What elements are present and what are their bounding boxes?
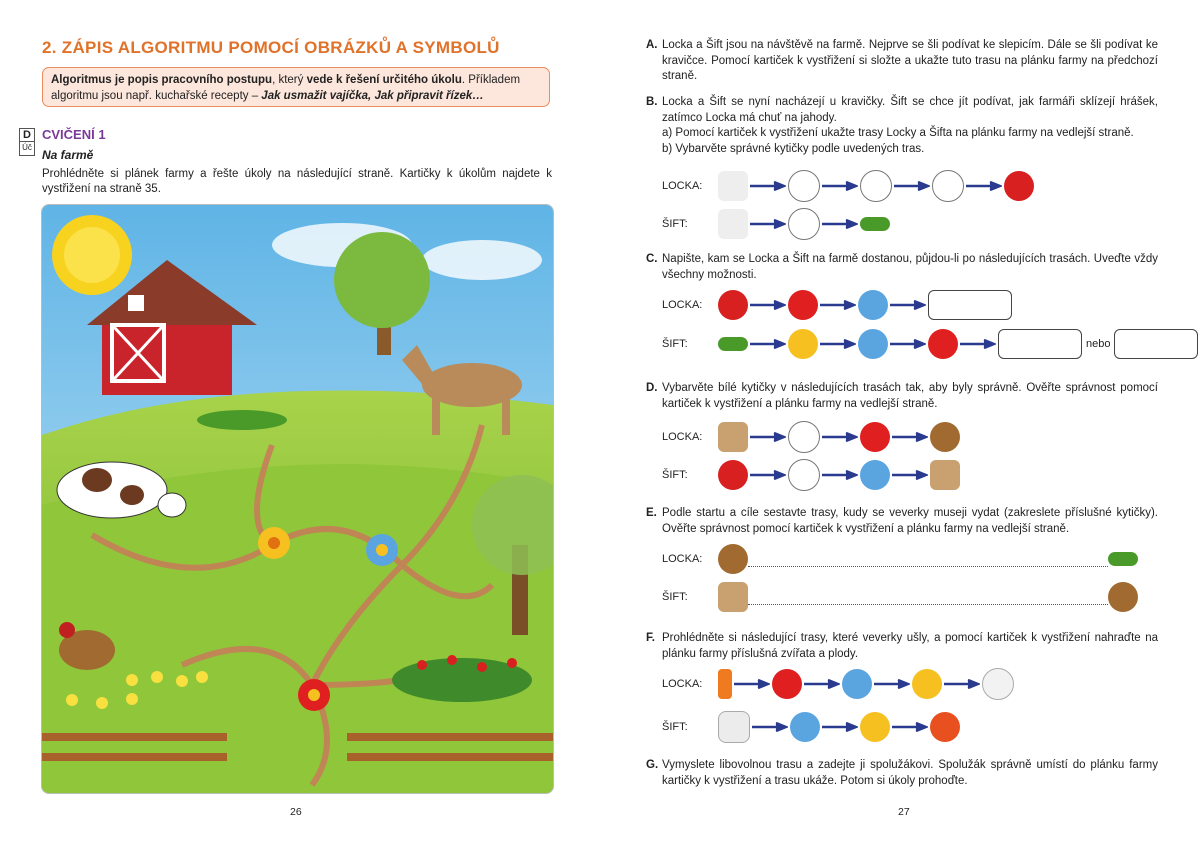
answer-box[interactable] [998,329,1082,359]
definition-box [42,67,550,107]
peas-icon [197,410,287,430]
route-row [662,289,1012,321]
arrow-icon [874,679,910,689]
red-flower-icon [788,290,818,320]
task-c [646,252,1158,283]
task-e [646,506,1158,537]
row-label: ŠIFT: [662,721,688,733]
task-letter: D. [646,382,658,394]
arrow-icon [822,181,858,191]
hen-icon [718,544,748,574]
strawberry-icon [718,290,748,320]
horse-icon [718,422,748,452]
row-label: ŠIFT: [662,469,688,481]
task-text: Locka a Šift jsou na návštěvě na farmě. Nejprve se šli podívat ke slepicím. Dále se šli podívat ke kravičce. Pomocí kartiček k vystřižení si složte a ukažte tuto trasu na plánku farmy na předchozí straně. [662,39,1158,82]
difficulty-badge [19,128,35,156]
blue-flower-icon [790,712,820,742]
route-row [662,170,1034,202]
task-letter: B. [646,96,658,108]
arrow-icon [892,470,928,480]
arrow-icon [822,432,858,442]
task-text: Vymyslete libovolnou trasu a zadejte ji spolužákovi. Spolužák správně umístí do plánku farmy kartičky k vystřižení a trasu ukáže. Potom si úkoly prohoďte. [662,759,1158,787]
row-label: LOCKA: [662,180,703,192]
arrow-icon [750,181,786,191]
arrow-icon [820,300,856,310]
arrow-icon [820,339,856,349]
route-row [662,328,1198,360]
route-row [662,208,890,240]
chapter-title: 2. ZÁPIS ALGORITMU POMOCÍ OBRÁZKŮ A SYMBOLŮ [42,38,500,57]
definition-bold-2: vede k řešení určitého úkolu [306,74,462,86]
task-sub-b: b) Vybarvěte správné kytičky podle uvedených tras. [662,142,925,155]
badge-sub: Úč [22,143,32,152]
red-flower-icon [772,669,802,699]
sun-icon [52,215,132,295]
task-text: Locka a Šift se nyní nacházejí u kravičky. Šift se chce jít podívat, jak farmáři sklízejí hrášek, zatímco Locka má chuť na jahody. [662,96,1158,124]
definition-italic: Jak usmažit vajíčka, Jak připravit řízek… [261,90,484,102]
task-f [646,631,1158,662]
answer-box[interactable] [928,290,1012,320]
flower-red-icon [298,679,330,711]
task-letter: F. [646,632,655,644]
arrow-icon [892,432,928,442]
row-label: LOCKA: [662,553,703,565]
arrow-icon [734,679,770,689]
definition-text-2: . Příkladem algoritmu jsou např. kuchařské recepty – [51,74,521,102]
arrow-icon [822,470,858,480]
badge-letter: D [20,129,34,142]
task-text: Prohlédněte si následující trasy, které veverky ušly, a pomocí kartiček k vystřižení nahraďte na plánku farmy příslušná zvířata a plody. [662,632,1158,660]
cow-icon [718,171,748,201]
answer-line[interactable] [748,552,1108,567]
task-sub-a: a) Pomocí kartiček k vystřižení ukažte trasy Locky a Šifta na plánku farmy na vedlejší straně. [662,127,1134,139]
exercise-title: CVIČENÍ 1 [42,127,106,142]
task-text: Podle startu a cíle sestavte trasy, kudy se veverky museji vydat (zakreslete příslušné kytičky). Ověřte správnost pomocí kartiček k vystřižení a plánku farmy na vedlejší straně. [662,507,1158,535]
yellow-flower-icon [788,329,818,359]
blue-flower-icon [860,460,890,490]
hen-icon [930,422,960,452]
red-flower-icon [928,329,958,359]
route-row [662,459,960,491]
task-letter: A. [646,39,658,51]
hen-icon [1108,582,1138,612]
route-row [662,711,960,743]
row-label: LOCKA: [662,299,703,311]
arrow-icon [750,300,786,310]
definition-bold-1: Algoritmus je popis pracovního postupu [51,74,273,86]
task-g [646,758,1158,789]
task-text: Napište, kam se Locka a Šift na farmě dostanou, půjdou-li po následujících trasách. Uveďte vždy všechny možnosti. [662,253,1158,281]
peas-icon [860,217,890,231]
flower-yellow-icon [258,527,290,559]
red-flower-icon [860,422,890,452]
horse-icon [930,460,960,490]
flower-blue-icon [366,534,398,566]
arrow-icon [750,470,786,480]
arrow-icon [752,722,788,732]
exercise-text: Prohlédněte si plánek farmy a řešte úkoly na následující straně. Kartičky k úkolům najdete k vystřižení na straně 35. [42,168,552,195]
task-d [646,381,1158,412]
page-number-right: 27 [898,806,910,818]
white-flower-icon [788,170,820,202]
arrow-icon [804,679,840,689]
apple-icon [930,712,960,742]
task-b [646,95,1158,157]
farm-map-illustration [41,204,554,794]
white-flower-icon [788,459,820,491]
route-row [662,668,1014,700]
blue-flower-icon [858,290,888,320]
strawberry-icon [1004,171,1034,201]
arrow-icon [892,722,928,732]
cow-icon [718,209,748,239]
exercise-subtitle: Na farmě [42,148,94,162]
arrow-icon [894,181,930,191]
arrow-icon [890,300,926,310]
nebo-label: nebo [1086,338,1111,350]
row-label: ŠIFT: [662,338,688,350]
right-page [600,0,1200,843]
task-letter: E. [646,507,657,519]
peas-icon [1108,552,1138,566]
blue-flower-icon [842,669,872,699]
task-letter: C. [646,253,658,265]
white-flower-icon [860,170,892,202]
route-row [662,581,1138,613]
route-row [662,421,960,453]
yellow-flower-icon [860,712,890,742]
strawberry-icon [718,460,748,490]
definition-text-1: , který [272,74,307,86]
arrow-icon [750,432,786,442]
arrow-icon [966,181,1002,191]
answer-line[interactable] [748,590,1108,605]
arrow-icon [750,339,786,349]
arrow-icon [822,219,858,229]
blue-flower-icon [858,329,888,359]
row-label: LOCKA: [662,678,703,690]
arrow-icon [960,339,996,349]
arrow-icon [890,339,926,349]
row-label: ŠIFT: [662,218,688,230]
task-letter: G. [646,759,659,771]
yellow-flower-icon [912,669,942,699]
white-flower-icon [788,421,820,453]
white-flower-icon [788,208,820,240]
rabbit-icon [982,668,1014,700]
peas-icon [718,337,748,351]
page-number-left: 26 [290,806,302,818]
horse-icon [718,582,748,612]
row-label: LOCKA: [662,431,703,443]
task-a [646,38,1158,85]
arrow-icon [944,679,980,689]
answer-box[interactable] [1114,329,1198,359]
white-flower-icon [932,170,964,202]
task-text: Vybarvěte bílé kytičky v následujících trasách tak, aby byly správně. Ověřte správnost pomocí kartiček k vystřižení a plánku farmy na vedlejší straně. [662,382,1158,410]
row-label: ŠIFT: [662,591,688,603]
arrow-icon [822,722,858,732]
arrow-icon [750,219,786,229]
route-row [662,543,1138,575]
carrot-icon [718,669,732,699]
goose-icon [718,711,750,743]
